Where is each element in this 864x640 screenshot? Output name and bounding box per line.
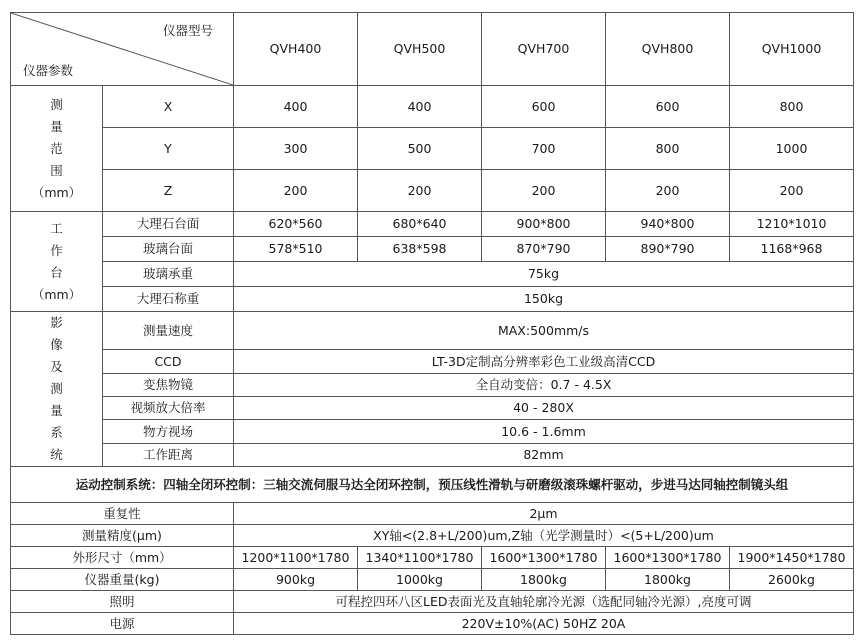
table-cell: 200 — [234, 170, 358, 212]
corner-top-label: 仪器型号 — [162, 23, 213, 38]
table-row — [11, 591, 854, 613]
table-row — [11, 312, 854, 350]
table-cell: MAX:500mm/s — [234, 312, 854, 350]
table-row — [11, 420, 854, 443]
table-cell: 200 — [730, 170, 854, 212]
table-cell: 75kg — [234, 262, 854, 287]
table-cell: 150kg — [234, 287, 854, 312]
table-row — [11, 262, 854, 287]
corner-bottom-label: 仪器参数 — [23, 63, 74, 79]
row-label: 测量速度 — [103, 312, 234, 350]
model-header: QVH1000 — [730, 13, 854, 86]
table-row — [11, 613, 854, 635]
table-cell: 220V±10%(AC) 50HZ 20A — [234, 613, 854, 635]
row-label: 外形尺寸（mm） — [11, 547, 234, 569]
table-cell: 200 — [482, 170, 606, 212]
table-row — [11, 396, 854, 419]
model-header: QVH800 — [606, 13, 730, 86]
row-label: Y — [103, 128, 234, 170]
table-row — [11, 287, 854, 312]
table-row — [11, 525, 854, 547]
table-cell: 全自动变倍：0.7 - 4.5X — [234, 373, 854, 396]
table-cell: 700 — [482, 128, 606, 170]
row-label: 仪器重量(kg) — [11, 569, 234, 591]
table-cell: 680*640 — [358, 212, 482, 237]
table-cell: 1900*1450*1780 — [730, 547, 854, 569]
table-cell: LT-3D定制高分辨率彩色工业级高清CCD — [234, 350, 854, 373]
table-row — [11, 86, 854, 128]
table-cell: 1000kg — [358, 569, 482, 591]
table-cell: XY轴<(2.8+L/200)um,Z轴（光学测量时）<(5+L/200)um — [234, 525, 854, 547]
table-row — [11, 467, 854, 503]
table-cell: 638*598 — [358, 237, 482, 262]
model-header: QVH700 — [482, 13, 606, 86]
table-row — [11, 569, 854, 591]
table-cell: 578*510 — [234, 237, 358, 262]
table-row — [11, 237, 854, 262]
measure-range-group: 测 量 范 围 （mm） — [11, 86, 103, 212]
table-row — [11, 373, 854, 396]
row-label: 玻璃台面 — [103, 237, 234, 262]
table-cell: 2600kg — [730, 569, 854, 591]
table-cell: 1800kg — [606, 569, 730, 591]
row-label: 工作距离 — [103, 443, 234, 466]
table-cell: 890*790 — [606, 237, 730, 262]
table-cell: 400 — [358, 86, 482, 128]
table-cell: 40 - 280X — [234, 396, 854, 419]
row-label: 照明 — [11, 591, 234, 613]
table-cell: 940*800 — [606, 212, 730, 237]
row-label: 物方视场 — [103, 420, 234, 443]
table-cell: 1340*1100*1780 — [358, 547, 482, 569]
table-row — [11, 443, 854, 466]
table-cell: 2μm — [234, 503, 854, 525]
row-label: X — [103, 86, 234, 128]
table-cell: 10.6 - 1.6mm — [234, 420, 854, 443]
table-cell: 1000 — [730, 128, 854, 170]
table-row — [11, 350, 854, 373]
row-label: 大理石台面 — [103, 212, 234, 237]
table-cell: 800 — [606, 128, 730, 170]
table-cell: 900kg — [234, 569, 358, 591]
table-cell: 900*800 — [482, 212, 606, 237]
row-label: 重复性 — [11, 503, 234, 525]
row-label: Z — [103, 170, 234, 212]
table-row — [11, 170, 854, 212]
header-row — [11, 13, 854, 86]
table-cell: 1200*1100*1780 — [234, 547, 358, 569]
motion-control-banner: 运动控制系统：四轴全闭环控制：三轴交流伺服马达全闭环控制，预压线性滑轨与研磨级滚珠螺杆驱动，步进马达同轴控制镜头组 — [11, 467, 854, 503]
table-cell: 500 — [358, 128, 482, 170]
imaging-group: 影 像 及 测 量 系 统 — [11, 312, 103, 467]
row-label: CCD — [103, 350, 234, 373]
table-cell: 200 — [358, 170, 482, 212]
table-cell: 600 — [482, 86, 606, 128]
row-label: 大理石称重 — [103, 287, 234, 312]
model-header: QVH400 — [234, 13, 358, 86]
table-cell: 870*790 — [482, 237, 606, 262]
table-cell: 200 — [606, 170, 730, 212]
model-header: QVH500 — [358, 13, 482, 86]
worktable-group: 工 作 台 （mm） — [11, 212, 103, 312]
table-cell: 600 — [606, 86, 730, 128]
table-cell: 300 — [234, 128, 358, 170]
row-label: 玻璃承重 — [103, 262, 234, 287]
table-row — [11, 128, 854, 170]
table-cell: 1600*1300*1780 — [606, 547, 730, 569]
table-cell: 可程控四环八区LED表面光及直轴轮廓冷光源（选配同轴冷光源）,亮度可调 — [234, 591, 854, 613]
row-label: 测量精度(μm) — [11, 525, 234, 547]
table-cell: 1168*968 — [730, 237, 854, 262]
table-cell: 1600*1300*1780 — [482, 547, 606, 569]
row-label: 变焦物镜 — [103, 373, 234, 396]
table-cell: 400 — [234, 86, 358, 128]
row-label: 电源 — [11, 613, 234, 635]
table-cell: 82mm — [234, 443, 854, 466]
table-cell: 1210*1010 — [730, 212, 854, 237]
table-cell: 1800kg — [482, 569, 606, 591]
table-row — [11, 503, 854, 525]
table-row — [11, 547, 854, 569]
table-row — [11, 212, 854, 237]
corner-cell — [11, 13, 234, 86]
table-cell: 800 — [730, 86, 854, 128]
row-label: 视频放大倍率 — [103, 396, 234, 419]
spec-table — [10, 12, 854, 635]
table-cell: 620*560 — [234, 212, 358, 237]
